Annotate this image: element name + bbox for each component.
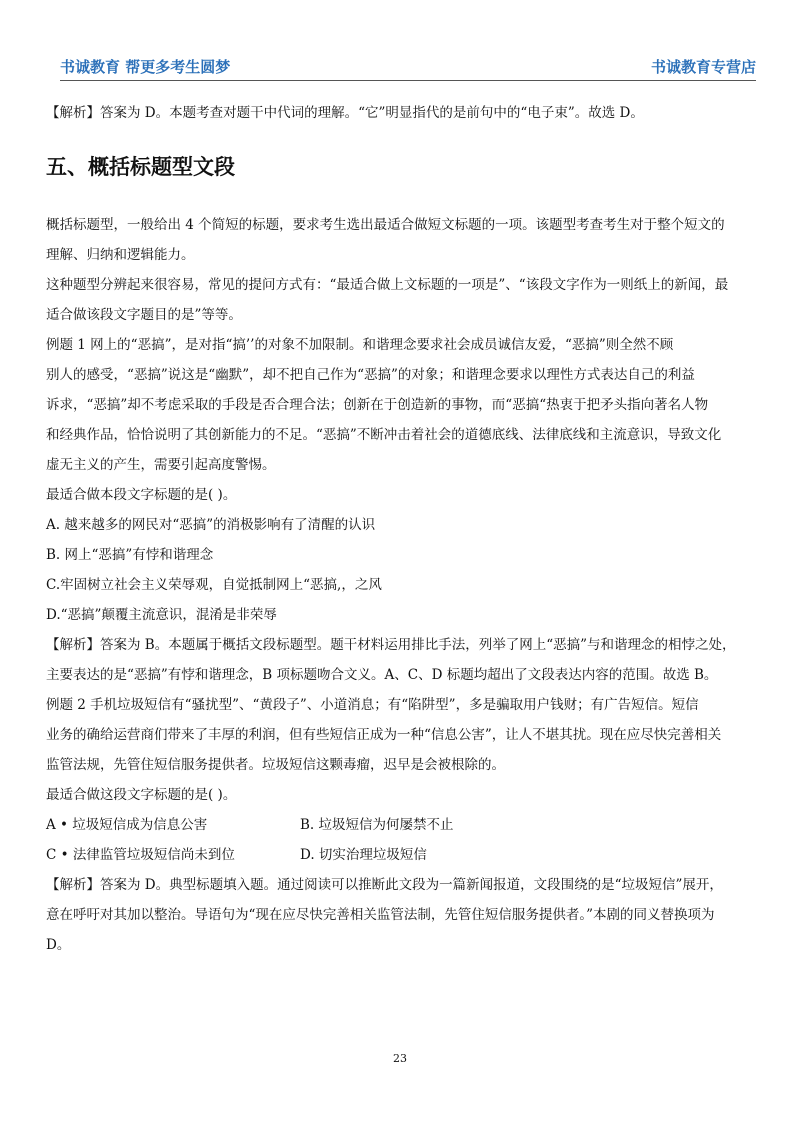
example1-analysis: 【解析】答案为 B。本题属于概括文段标题型。题干材料运用排比手法，列举了网上“恶搞”与和谐理念的相悖之处， <box>46 637 736 653</box>
page-number: 23 <box>393 1052 407 1065</box>
example2-analysis: 【解析】答案为 D。典型标题填入题。通过阅读可以推断此文段为一篇新闻报道，文段围绕的是“垃圾短信”展开， <box>46 877 723 893</box>
example1-option-a: A. 越来越多的网民对“恶搞”的消极影响有了清醒的认识 <box>46 517 376 533</box>
example2-option-a: A • 垃圾短信成为信息公害 <box>46 817 208 833</box>
example1-question: 最适合做本段文字标题的是( )。 <box>46 487 237 503</box>
example1-text: 别人的感受，“恶搞”说这是“幽默”，却不把自己作为“恶搞”的对象；和谐理念要求以理性方式表达自己的利益 <box>46 367 695 383</box>
example1-text: 虚无主义的产生，需要引起高度警惕。 <box>46 457 276 473</box>
example1-text: 诉求，“恶搞”却不考虑采取的手段是否合理合法；创新在于创造新的事物，而“恶搞“热衷于把矛头指向著名人物 <box>46 397 709 413</box>
example1-option-c: C.牢固树立社会主义荣辱观，自觉抵制网上“恶搞,，之风 <box>46 577 382 593</box>
previous-analysis: 【解析】答案为 D。本题考查对题干中代词的理解。“它”明显指代的是前句中的“电子束”。故选 D。 <box>46 105 644 121</box>
example1-text: 例题 1 网上的“恶搞”，是对指“搞’’的对象不加限制。和谐理念要求社会成员诚信友爱，“恶搞”则全然不顾 <box>46 337 674 353</box>
example2-option-d: D. 切实治理垃圾短信 <box>300 847 427 863</box>
section-heading: 五、概括标题型文段 <box>46 155 235 179</box>
example2-analysis: 意在呼吁对其加以整治。导语句为“现在应尽快完善相关监管法制，先管住短信服务提供者。”本剧的同义替换项为 <box>46 907 715 923</box>
page-content <box>46 98 758 960</box>
example1-text: 和经典作品，恰恰说明了其创新能力的不足。“恶搞”不断冲击着社会的道德底线、法律底线和主流意识，导致文化 <box>46 427 722 443</box>
intro-line: 概括标题型，一般给出 4 个简短的标题，要求考生选出最适合做短文标题的一项。该题型考查考生对于整个短文的 <box>46 217 725 233</box>
example1-option-d: D.“恶搞”颠覆主流意识，混淆是非荣辱 <box>46 607 277 623</box>
example2-question: 最适合做这段文字标题的是( )。 <box>46 787 237 803</box>
example2-options-row <box>46 840 758 870</box>
example2-option-c: C • 法律监管垃圾短信尚未到位 <box>46 847 235 863</box>
intro-line: 这种题型分辨起来很容易，常见的提问方式有：“最适合做上文标题的一项是”、“该段文字作为一则纸上的新闻，最 <box>46 277 729 293</box>
intro-line: 理解、归纳和逻辑能力。 <box>46 247 195 263</box>
example1-option-b: B. 网上“恶搞”有悖和谐理念 <box>46 547 214 563</box>
example2-text: 例题 2 手机垃圾短信有“骚扰型”、“黄段子”、小道消息；有“陷阱型”，多是骗取用户钱财；有广告短信。短信 <box>46 697 699 713</box>
header-left-slogan: 书诚教育 帮更多考生圆梦 <box>60 58 231 76</box>
example2-text: 监管法规，先管住短信服务提供者。垃圾短信这颗毒瘤，迟早是会被根除的。 <box>46 757 505 773</box>
example2-option-b: B. 垃圾短信为何屡禁不止 <box>300 817 454 833</box>
example2-analysis: D。 <box>46 937 71 953</box>
header-divider <box>60 80 756 81</box>
page-header <box>60 56 756 82</box>
example1-analysis: 主要表达的是“恶搞”有悖和谐理念，B 项标题吻合文义。A、C、D 标题均超出了文段表达内容的范围。故选 B。 <box>46 667 718 683</box>
example2-options-row <box>46 810 758 840</box>
intro-line: 适合做该段文字题目的是”等等。 <box>46 307 242 323</box>
header-right-store: 书诚教育专营店 <box>650 58 756 76</box>
example2-text: 业务的确给运营商们带来了丰厚的利润，但有些短信正成为一种“信息公害”，让人不堪其扰。现在应尽快完善相关 <box>46 727 722 743</box>
